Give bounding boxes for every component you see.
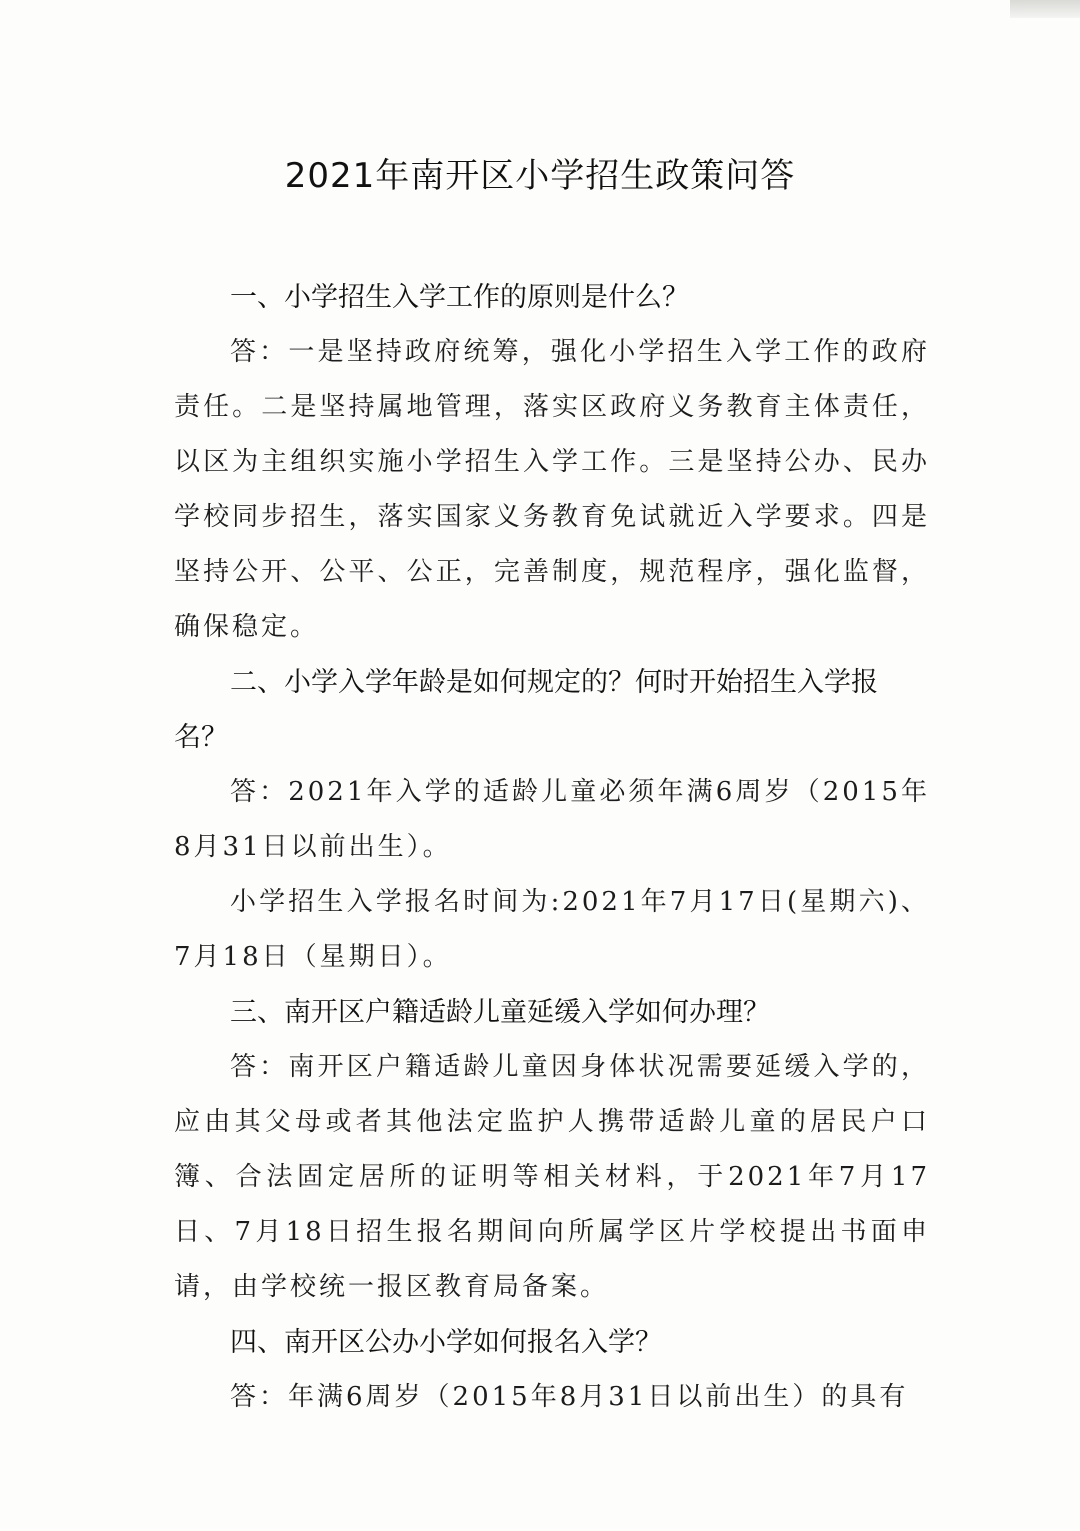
section-1-answer: 答：一是坚持政府统筹，强化小学招生入学工作的政府责任。二是坚持属地管理，落实区政府义务教育主体责任，以区为主组织实施小学招生入学工作。三是坚持公办、民办学校同步招生，落实国家义务教育免试就近入学要求。四是坚持公开、公平、公正，完善制度，规范程序，强化监督，确保稳定。 — [174, 337, 930, 642]
section-2-question: 二、小学入学年龄是如何规定的？何时开始招生入学报名？ — [174, 667, 878, 753]
section-4-question: 四、南开区公办小学如何报名入学？ — [230, 1327, 662, 1358]
section-3-answer: 答：南开区户籍适龄儿童因身体状况需要延缓入学的，应由其父母或者其他法定监护人携带适龄儿童的居民户口簿、合法固定居所的证明等相关材料，于2021年7月17日、7月18日招生报名期间向所属学区片学校提出书面申请，由学校统一报区教育局备案。 — [174, 1052, 930, 1302]
section-4-answer: 答：年满6周岁（2015年8月31日以前出生）的具有 — [230, 1382, 909, 1412]
section-3-question: 三、南开区户籍适龄儿童延缓入学如何办理？ — [230, 997, 770, 1028]
section-1-question: 一、小学招生入学工作的原则是什么？ — [230, 282, 689, 313]
section-2-answer-time: 小学招生入学报名时间为:2021年7月17日(星期六)、7月18日（星期日）。 — [174, 887, 930, 972]
section-2-answer-age: 答：2021年入学的适龄儿童必须年满6周岁（2015年8月31日以前出生）。 — [174, 777, 930, 862]
document-title: 2021年南开区小学招生政策问答 — [284, 156, 796, 196]
scan-edge — [1010, 0, 1080, 18]
document-body — [174, 270, 930, 1425]
